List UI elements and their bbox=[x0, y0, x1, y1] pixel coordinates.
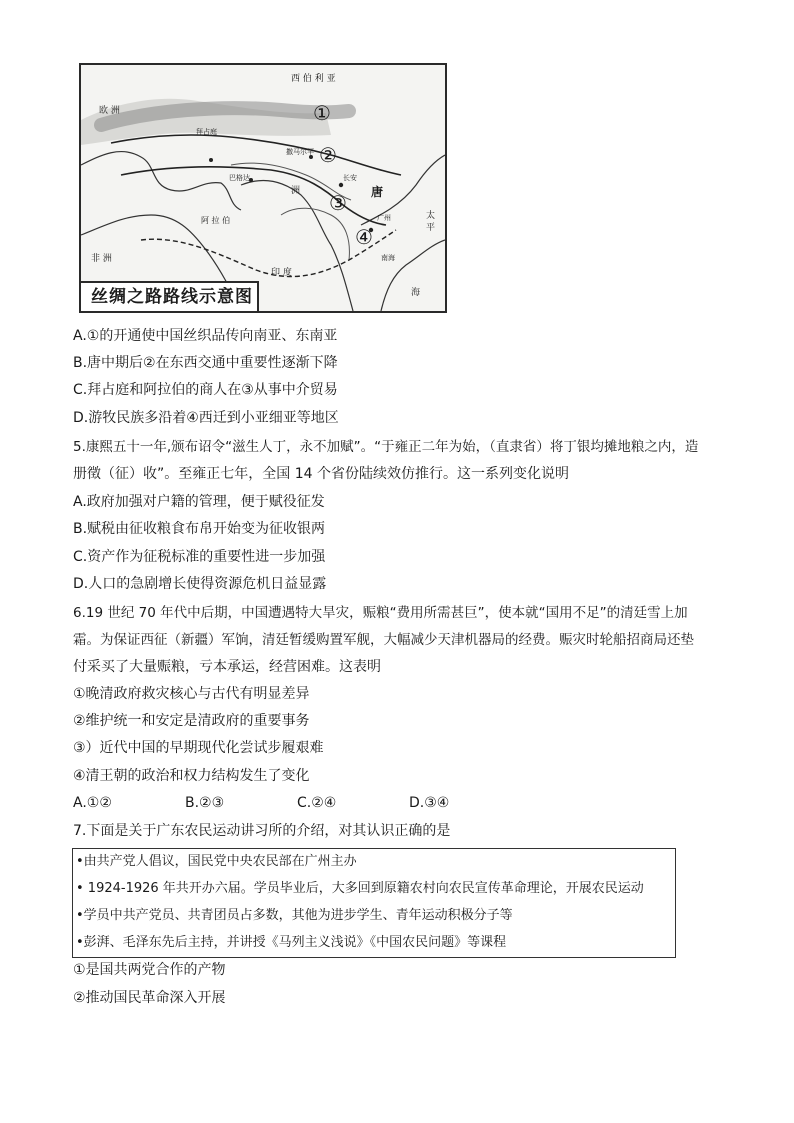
q4-option-c: C.拜占庭和阿拉伯的商人在③从事中介贸易 bbox=[73, 382, 338, 398]
q5-option-a: A.政府加强对户籍的管理，便于赋役征发 bbox=[73, 494, 325, 510]
map-label-baghdad: 巴格达 bbox=[229, 174, 250, 182]
map-label-changan: 长安 bbox=[343, 174, 357, 182]
q6-stem-line2: 霜。为保证西征（新疆）军饷，清廷暂缓购置军舰，大幅减少天津机器局的经费。赈灾时轮船招商局还垫 bbox=[73, 632, 694, 648]
map-label-nanhai: 南海 bbox=[381, 254, 395, 262]
q4-option-d: D.游牧民族多沿着④西迁到小亚细亚等地区 bbox=[73, 410, 339, 426]
map-label-arabia: 阿 拉 伯 bbox=[201, 216, 231, 225]
q5-option-d: D.人口的急剧增长使得资源危机日益显露 bbox=[73, 576, 327, 592]
map-label-sea: 海 bbox=[411, 288, 421, 298]
silk-road-map bbox=[79, 63, 447, 313]
q5-option-c: C.资产作为征税标准的重要性进一步加强 bbox=[73, 549, 326, 565]
route-marker-1: ① bbox=[313, 101, 331, 125]
route-marker-2: ② bbox=[319, 143, 337, 167]
q7-box-row: •彭湃、毛泽东先后主持，并讲授《马列主义浅说》《中国农民问题》等课程 bbox=[76, 935, 507, 950]
q6-choice-b: B.②③ bbox=[185, 795, 225, 811]
map-drawing bbox=[81, 65, 445, 311]
q6-item-2: ②维护统一和安定是清政府的重要事务 bbox=[73, 713, 310, 729]
map-label-guangzhou: 广州 bbox=[377, 214, 391, 222]
q6-choice-a: A.①② bbox=[73, 795, 112, 811]
map-label-europe: 欧 洲 bbox=[99, 106, 120, 116]
q5-option-b: B.赋税由征收粮食布帛开始变为征收银两 bbox=[73, 521, 326, 537]
q6-stem-line1: 6.19 世纪 70 年代中后期，中国遭遇特大旱灾，赈粮“费用所需甚巨”，使本就“国用不足”的清廷雪上加 bbox=[73, 605, 688, 621]
map-label-pacific: 太 平 bbox=[424, 210, 434, 231]
q7-item-1: ①是国共两党合作的产物 bbox=[73, 962, 226, 978]
map-caption: 丝绸之路路线示意图 bbox=[81, 281, 259, 311]
q7-info-box bbox=[72, 848, 676, 958]
q4-option-a: A.①的开通使中国丝织品传向南亚、东南亚 bbox=[73, 328, 338, 344]
q7-item-2: ②推动国民革命深入开展 bbox=[73, 990, 226, 1006]
q6-item-4: ④清王朝的政治和权力结构发生了变化 bbox=[73, 768, 310, 784]
map-label-india: 印 度 bbox=[271, 268, 292, 278]
route-marker-4: ④ bbox=[355, 225, 373, 249]
q6-stem-line3: 付采买了大量赈粮，亏本承运，经营困难。这表明 bbox=[73, 659, 381, 675]
q7-stem: 7.下面是关于广东农民运动讲习所的介绍，对其认识正确的是 bbox=[73, 823, 451, 839]
q6-item-1: ①晚清政府救灾核心与古代有明显差异 bbox=[73, 686, 310, 702]
map-label-samarkand: 撒马尔罕 bbox=[286, 148, 314, 156]
map-label-byzantium: 拜占庭 bbox=[196, 128, 217, 136]
map-label-zhou: 洲 bbox=[291, 186, 301, 196]
q7-box-row: •学员中共产党员、共青团员占多数，其他为进步学生、青年运动积极分子等 bbox=[76, 908, 513, 923]
route-marker-3: ③ bbox=[329, 191, 347, 215]
q5-stem-line2: 册徵（征）收”。至雍正七年，全国 14 个省份陆续效仿推行。这一系列变化说明 bbox=[73, 466, 569, 482]
q6-choice-c: C.②④ bbox=[297, 795, 337, 811]
q4-option-b: B.唐中期后②在东西交通中重要性逐渐下降 bbox=[73, 355, 338, 371]
map-label-tang: 唐 bbox=[371, 185, 384, 199]
q7-box-row: • 1924-1926 年共开办六届。学员毕业后，大多回到原籍农村向农民宣传革命理论，开展农民运动 bbox=[76, 881, 644, 896]
map-label-africa: 非 洲 bbox=[91, 254, 112, 264]
q7-box-row: •由共产党人倡议，国民党中央农民部在广州主办 bbox=[76, 854, 357, 869]
q6-item-3: ③）近代中国的早期现代化尝试步履艰难 bbox=[73, 740, 324, 756]
map-label-siberia: 西 伯 利 亚 bbox=[291, 74, 336, 84]
q6-choice-d: D.③④ bbox=[409, 795, 450, 811]
q5-stem-line1: 5.康熙五十一年,颁布诏令“滋生人丁，永不加赋”。“于雍正二年为始，（直隶省）将丁银均摊地粮之内，造 bbox=[73, 439, 699, 455]
